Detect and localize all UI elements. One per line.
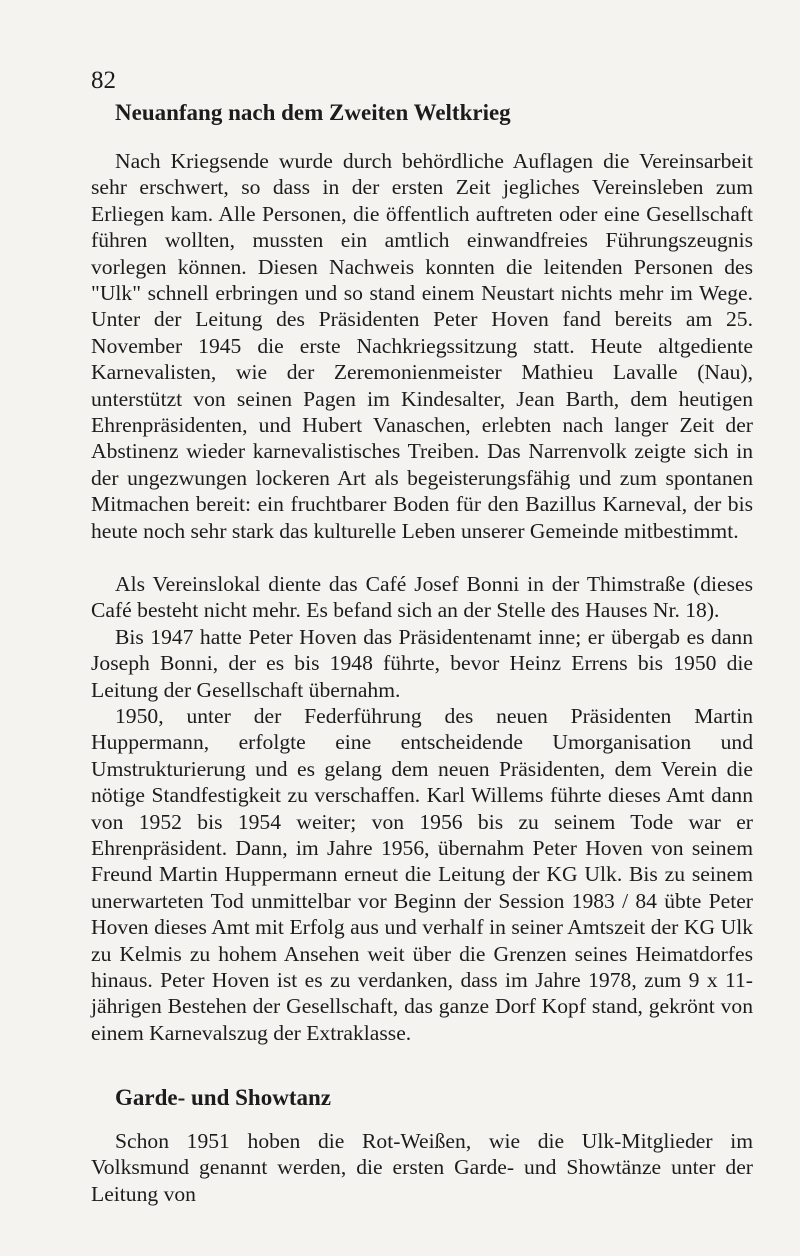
paragraph: Schon 1951 hoben die Rot-Weißen, wie die Ulk-Mitglieder im Volksmund genannt werden, die ersten Garde- und Showtänze unter der Leitung von — [91, 1129, 753, 1206]
paragraph: Als Vereinslokal diente das Café Josef Bonni in der Thimstraße (dieses Café besteht nicht mehr. Es befand sich an der Stelle des Hauses Nr. 18). — [91, 572, 753, 623]
paragraph: 1950, unter der Federführung des neuen Präsidenten Martin Huppermann, erfolgte eine entscheidende Umorganisation und Umstrukturierung und es gelang dem neuen Präsidenten, dem Verein die nötige Standfestigkeit zu verschaffen. Karl Willems führte dieses Amt dann von 1952 bis 1954 weiter; von 1956 bis zu seinem Tode war er Ehrenpräsident. Dann, im Jahre 1956, übernahm Peter Hoven von seinem Freund Martin Huppermann erneut die Leitung der KG Ulk. Bis zu seinem unerwarteten Tod unmittelbar vor Beginn der Session 1983 / 84 übte Peter Hoven dieses Amt mit Erfolg aus und verhalf in seiner Amtszeit der KG Ulk zu Kelmis zu hohem Ansehen weit über die Grenzen seines Heimatdorfes hinaus. Peter Hoven ist es zu verdanken, dass im Jahre 1978, zum 9 x 11-jährigen Bestehen der Gesellschaft, das ganze Dorf Kopf stand, gekrönt von einem Karnevalszug der Extraklasse. — [91, 704, 753, 1045]
paragraph: Nach Kriegsende wurde durch behördliche Auflagen die Vereinsarbeit sehr erschwert, so dass in der ersten Zeit jegliches Vereinsleben zum Erliegen kam. Alle Personen, die öffentlich auftreten oder eine Gesellschaft führen wollten, mussten ein amtlich einwandfreies Führungszeugnis vorlegen können. Diesen Nachweis konnten die leitenden Personen des "Ulk" schnell erbringen und so stand einem Neustart nichts mehr im Wege. Unter der Leitung des Präsidenten Peter Hoven fand bereits am 25. November 1945 die erste Nachkriegssitzung statt. Heute altgediente Karnevalisten, wie der Zeremonienmeister Mathieu Lavalle (Nau), unterstützt von seinen Pagen im Kindesalter, Jean Barth, dem heutigen Ehrenpräsidenten, und Hubert Vanaschen, erlebten nach langer Zeit der Abstinenz wieder karnevalistisches Treiben. Das Narrenvolk zeigte sich in der ungezwungen lockeren Art als begeisterungsfähig und zum spontanen Mitmachen bereit: ein fruchtbarer Boden für den Bazillus Karneval, der bis heute noch sehr stark das kulturelle Leben unserer Gemeinde mitbestimmt. — [91, 149, 753, 543]
paragraph: Bis 1947 hatte Peter Hoven das Präsidentenamt inne; er übergab es dann Joseph Bonni, der es bis 1948 führte, bevor Heinz Errens bis 1950 die Leitung der Gesellschaft übernahm. — [91, 625, 753, 702]
section-heading: Neuanfang nach dem Zweiten Weltkrieg — [115, 100, 511, 125]
page-number: 82 — [91, 67, 116, 94]
section-heading: Garde- und Showtanz — [115, 1085, 331, 1110]
